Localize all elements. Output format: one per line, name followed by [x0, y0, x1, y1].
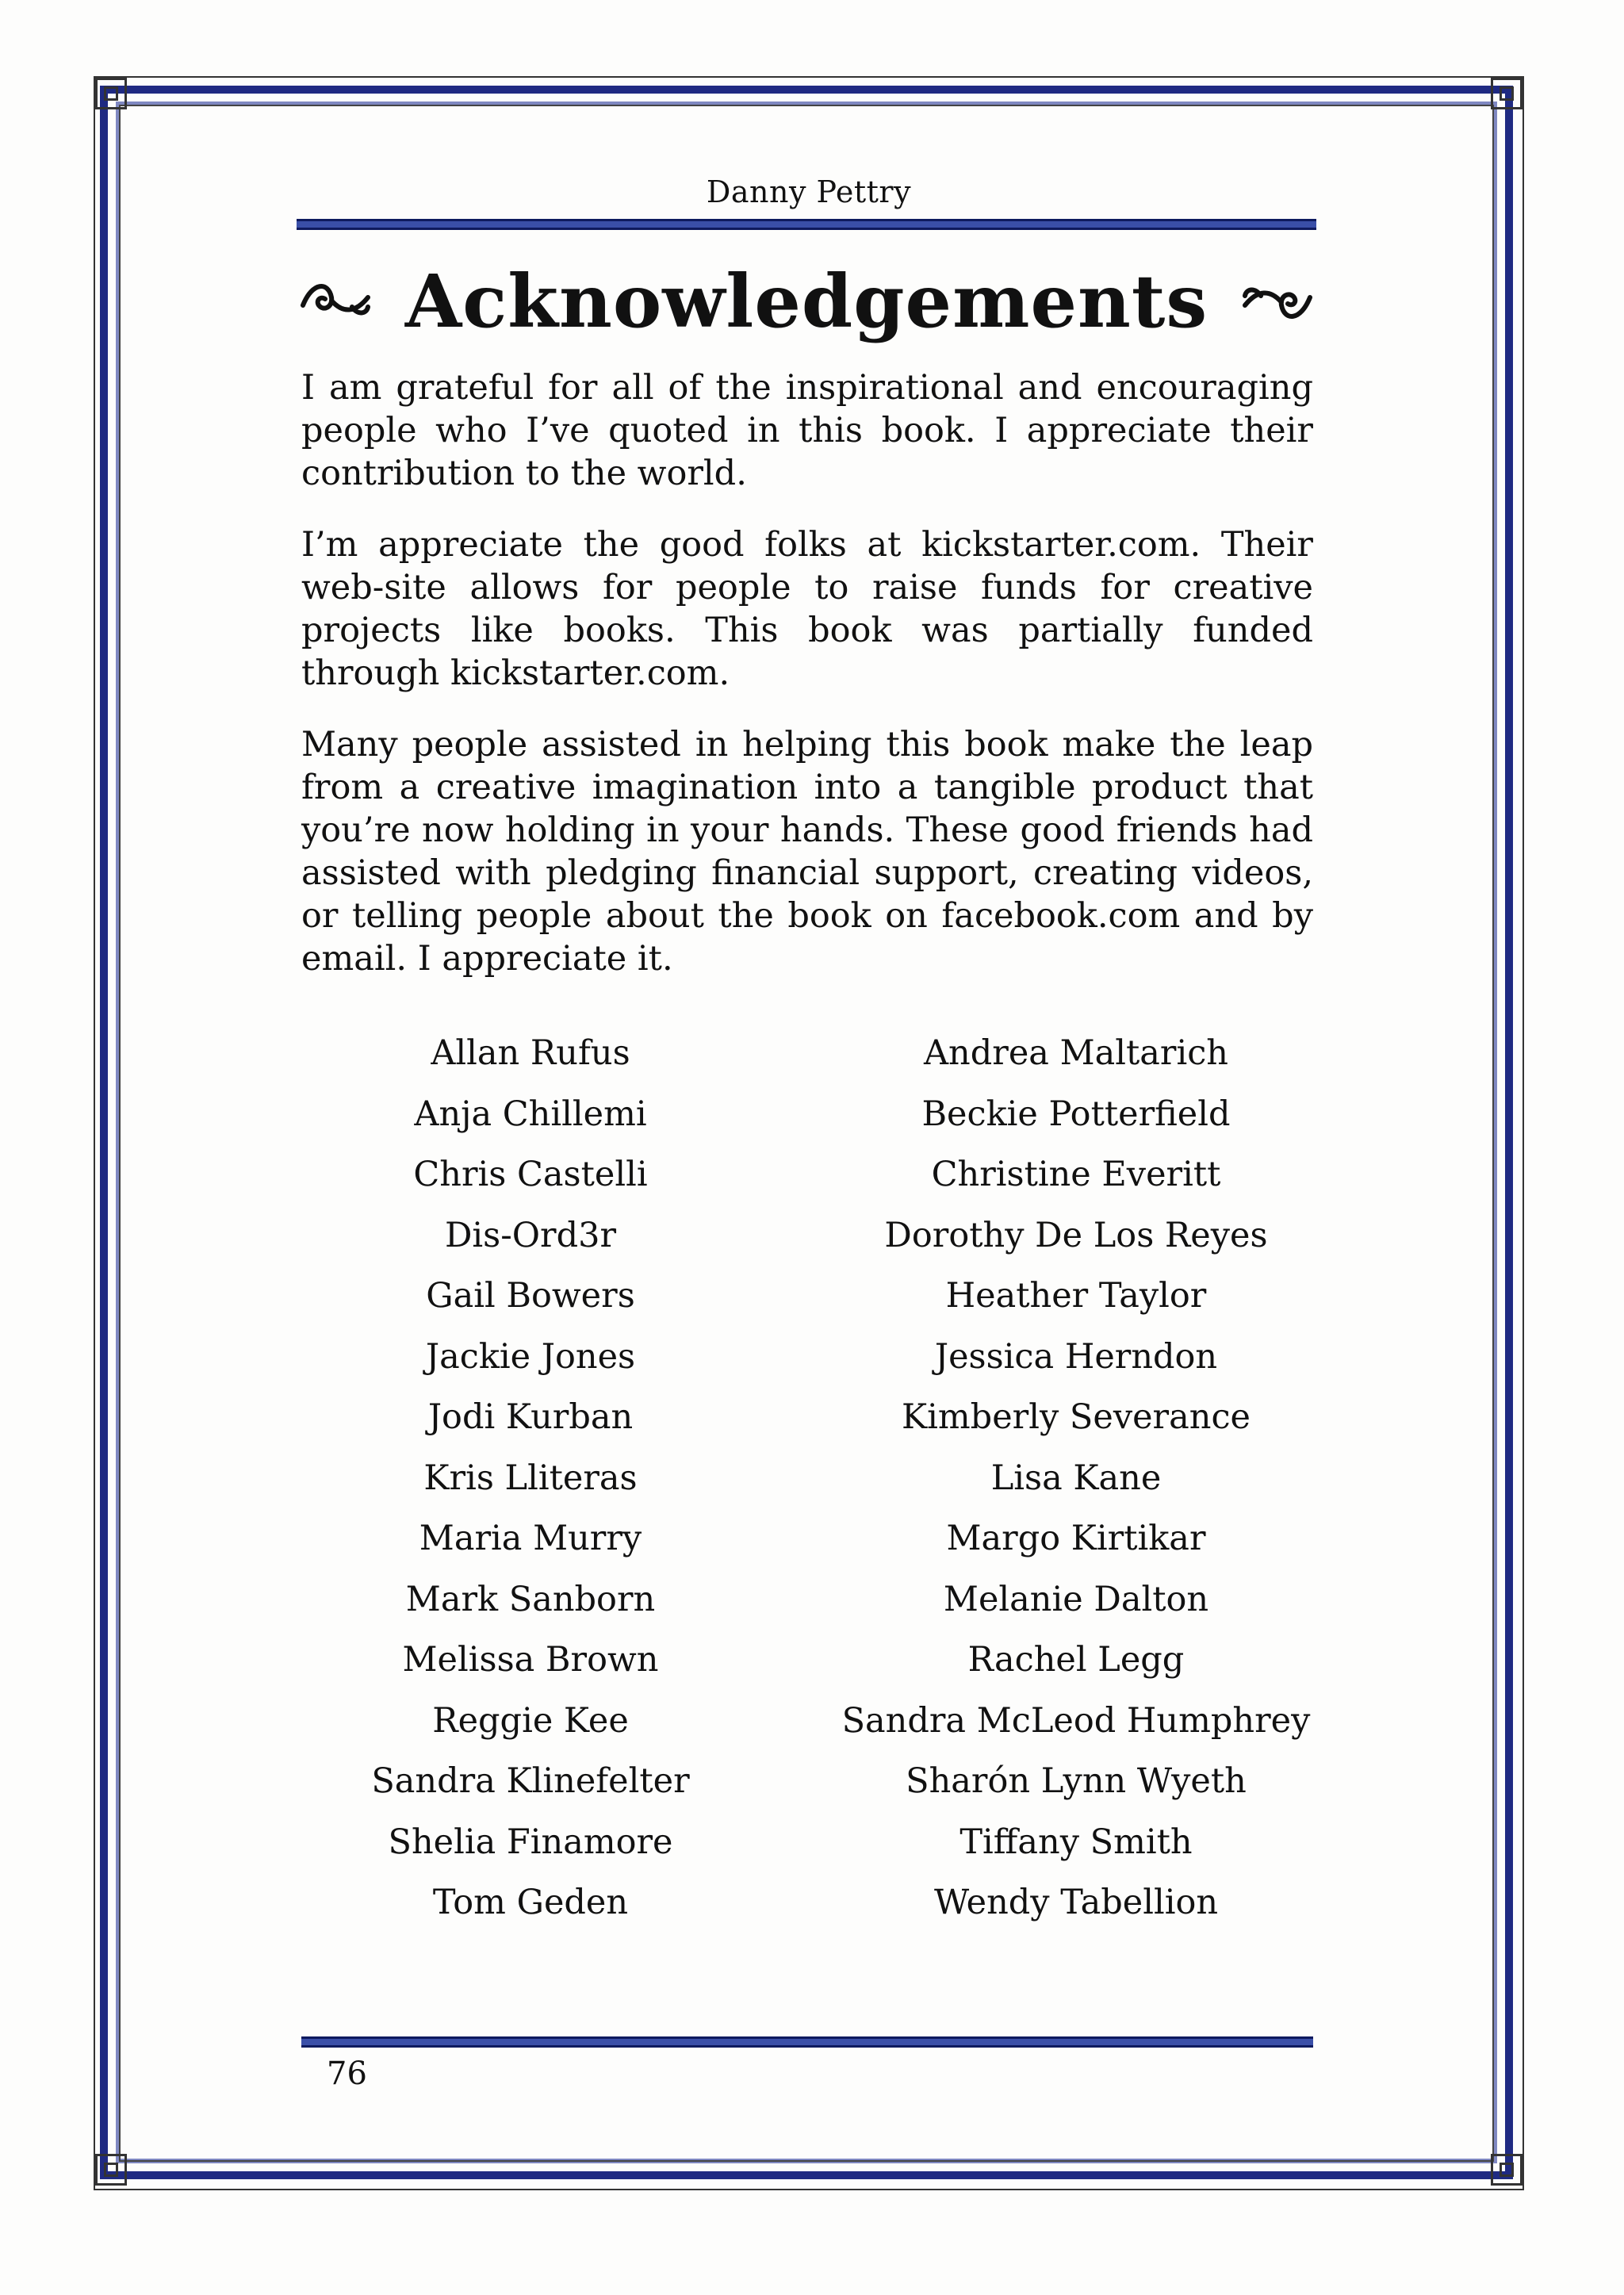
supporter-name: Andrea Maltarich — [924, 1033, 1228, 1073]
supporter-name: Mark Sanborn — [405, 1579, 656, 1619]
paragraph: I am grateful for all of the inspirational and encouraging people who I’ve quoted in this book. I appreciate their contribution to the world. — [301, 368, 1313, 493]
supporters-column-left — [301, 1023, 807, 1933]
running-head: Danny Pettry — [706, 174, 912, 209]
supporter-name: Sandra McLeod Humphrey — [841, 1700, 1311, 1741]
supporter-name: Heather Taylor — [945, 1276, 1207, 1316]
corner-ornament-top-right — [1491, 78, 1522, 109]
paragraph: I’m appreciate the good folks at kickstarter.com. Their web-site allows for people to raise funds for creative projects like books. This book was partially funded through kickstarter.com. — [301, 525, 1313, 693]
supporters-list — [301, 1023, 1313, 1933]
supporter-name: Sandra Klinefelter — [371, 1761, 690, 1801]
supporter-name: Reggie Kee — [432, 1700, 629, 1741]
supporter-name: Shelia Finamore — [388, 1822, 673, 1862]
supporter-name: Gail Bowers — [426, 1276, 635, 1316]
corner-ornament-bottom-right — [1491, 2154, 1522, 2186]
footer-rule — [301, 2036, 1313, 2048]
supporter-name: Margo Kirtikar — [946, 1519, 1206, 1558]
supporter-name: Maria Murry — [419, 1519, 642, 1558]
title-row — [297, 254, 1316, 349]
supporter-name: Anja Chillemi — [414, 1094, 647, 1134]
supporter-name: Tom Geden — [432, 1883, 629, 1922]
supporter-name: Kimberly Severance — [902, 1397, 1251, 1437]
flourish-left-icon — [297, 274, 373, 329]
supporter-name: Kris Lliteras — [423, 1458, 638, 1498]
corner-ornament-bottom-left — [95, 2154, 127, 2186]
supporter-name: Beckie Potterfield — [921, 1094, 1231, 1134]
header-rule — [297, 219, 1316, 230]
supporter-name: Wendy Tabellion — [933, 1883, 1219, 1922]
supporter-name: Lisa Kane — [990, 1458, 1162, 1498]
supporter-name: Chris Castelli — [413, 1155, 648, 1194]
supporter-name: Sharón Lynn Wyeth — [906, 1761, 1247, 1801]
corner-ornament-top-left — [95, 78, 127, 109]
supporter-name: Allan Rufus — [431, 1033, 630, 1073]
supporter-name: Dis-Ord3r — [444, 1215, 617, 1255]
supporter-name: Christine Everitt — [931, 1155, 1221, 1194]
supporter-name: Melissa Brown — [402, 1640, 659, 1680]
supporter-name: Jackie Jones — [425, 1336, 636, 1377]
supporter-name: Rachel Legg — [967, 1640, 1185, 1680]
supporters-column-right — [807, 1023, 1313, 1933]
supporter-name: Jessica Herndon — [934, 1336, 1218, 1377]
paragraph: Many people assisted in helping this book make the leap from a creative imagination into a tangible product that you’re now holding in your hands. These good friends had assisted with pledging financial support, creating videos, or telling people about the book on facebook.com and by email. I appreciate it. — [301, 725, 1313, 979]
supporter-name: Dorothy De Los Reyes — [884, 1215, 1268, 1255]
page-number: 76 — [327, 2056, 367, 2092]
supporter-name: Tiffany Smith — [959, 1822, 1193, 1862]
supporter-name: Melanie Dalton — [943, 1579, 1209, 1619]
flourish-right-icon — [1240, 274, 1316, 329]
page-title: Acknowledgements — [404, 259, 1208, 344]
body-text — [301, 366, 1313, 1009]
supporter-name: Jodi Kurban — [427, 1397, 634, 1437]
